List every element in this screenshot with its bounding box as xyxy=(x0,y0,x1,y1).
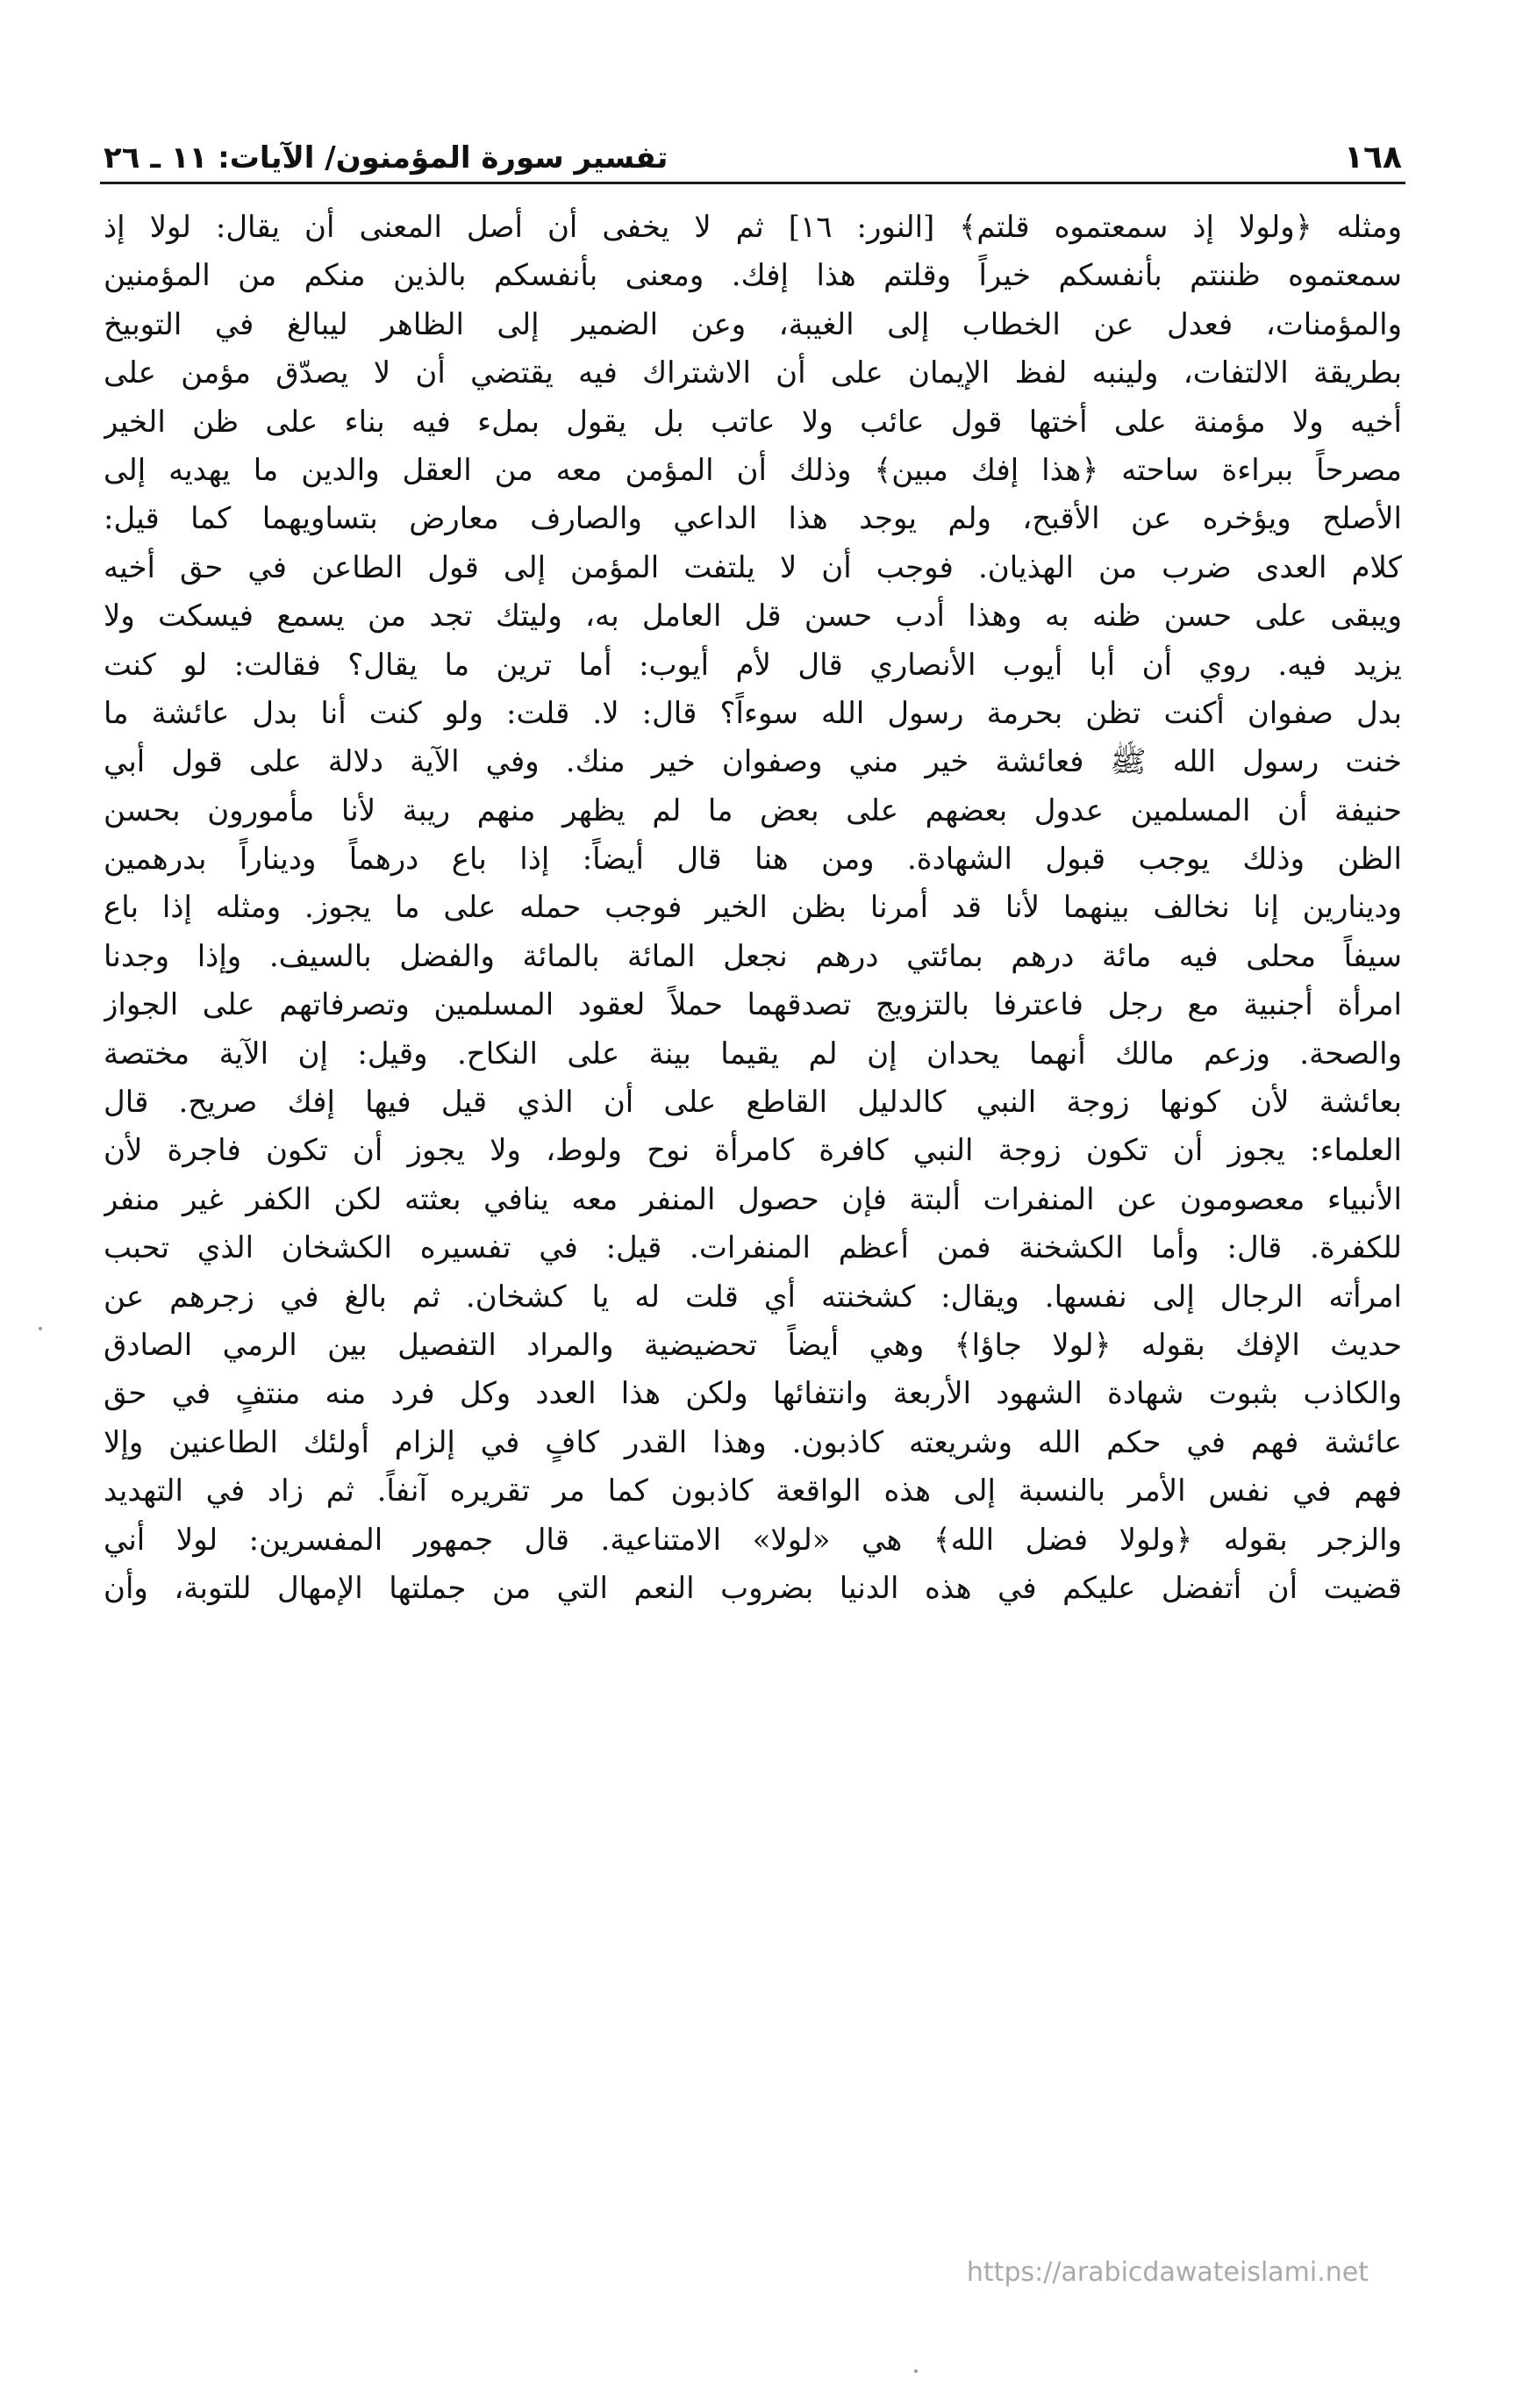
running-title: تفسير سورة المؤمنون/ الآيات: ١١ ـ ٢٦ xyxy=(104,140,669,176)
text-line: والصحة. وزعم مالك أنهما يحدان إن لم يقيما بينة على النكاح. وقيل: إن الآية مختصة xyxy=(104,1036,1402,1071)
text-line: للكفرة. قال: وأما الكشخنة فمن أعظم المنفرات. قيل: في تفسيره الكشخان الذي تحبب xyxy=(104,1230,1402,1266)
body-text xyxy=(104,204,1402,1613)
text-line: والزجر بقوله ﴿ولولا فضل الله﴾ هي «لولا» الامتناعية. قال جمهور المفسرين: لولا أني xyxy=(104,1522,1402,1558)
text-line: حديث الإفك بقوله ﴿لولا جاؤا﴾ وهي أيضاً تحضيضية والمراد التفصيل بين الرمي الصادق xyxy=(104,1327,1402,1363)
text-line: ومثله ﴿ولولا إذ سمعتموه قلتم﴾ [النور: ١٦] ثم لا يخفى أن أصل المعنى أن يقال: لولا إذ xyxy=(104,210,1402,245)
text-line: كلام العدى ضرب من الهذيان. فوجب أن لا يلتفت المؤمن إلى قول الطاعن في حق أخيه xyxy=(104,549,1402,585)
scan-speck xyxy=(39,1327,42,1330)
page-number: ١٦٨ xyxy=(1344,140,1402,176)
text-line: الأصلح ويؤخره عن الأقبح، ولم يوجد هذا الداعي والصارف معارض بتساويهما كما قيل: xyxy=(104,501,1402,537)
text-line: العلماء: يجوز أن تكون زوجة النبي كافرة كامرأة نوح ولوط، ولا يجوز أن تكون فاجرة لأن xyxy=(104,1133,1402,1169)
scan-speck xyxy=(914,2369,918,2373)
text-line: ودينارين إنا نخالف بينهما لأنا قد أمرنا بظن الخير فوجب حمله على ما يجوز. ومثله إذا باع xyxy=(104,890,1402,926)
text-line: أخيه ولا مؤمنة على أختها قول عائب ولا عاتب بل يقول بملء فيه بناء على ظن الخير xyxy=(104,404,1402,440)
header-divider xyxy=(100,182,1405,184)
text-line: سيفاً محلى فيه مائة درهم بمائتي درهم نجعل المائة بالمائة والفضل بالسيف. وإذا وجدنا xyxy=(104,938,1402,974)
text-line: يزيد فيه. روي أن أبا أيوب الأنصاري قال لأم أيوب: أما ترين ما يقال؟ فقالت: لو كنت xyxy=(104,647,1402,683)
text-line: بطريقة الالتفات، ولينبه لفظ الإيمان على أن الاشتراك فيه يقتضي أن لا يصدّق مؤمن على xyxy=(104,355,1402,391)
text-line: الأنبياء معصومون عن المنفرات ألبتة فإن حصول المنفر معه ينافي بعثته لكن الكفر غير منفر xyxy=(104,1181,1402,1217)
text-line: خنت رسول الله ﷺ فعائشة خير مني وصفوان خير منك. وفي الآية دلالة على قول أبي xyxy=(104,744,1402,780)
text-line: سمعتموه ظننتم بأنفسكم خيراً وقلتم هذا إفك. ومعنى بأنفسكم بالذين منكم من المؤمنين xyxy=(104,258,1402,294)
text-line: ويبقى على حسن ظنه به وهذا أدب حسن قل العامل به، وليتك تجد من يسمع فيسكت ولا xyxy=(104,598,1402,634)
text-line: والمؤمنات، فعدل عن الخطاب إلى الغيبة، وعن الضمير إلى الظاهر ليبالغ في التوبيخ xyxy=(104,306,1402,342)
text-line: الظن وذلك يوجب قبول الشهادة. ومن هنا قال أيضاً: إذا باع درهماً وديناراً بدرهمين xyxy=(104,842,1402,878)
text-line: بعائشة لأن كونها زوجة النبي كالدليل القاطع على أن الذي قيل فيها إفك صريح. قال xyxy=(104,1085,1402,1121)
text-line: قضيت أن أتفضل عليكم في هذه الدنيا بضروب النعم التي من جملتها الإمهال للتوبة، وأن xyxy=(104,1570,1402,1606)
text-line: بدل صفوان أكنت تظن بحرمة رسول الله سوءاً؟ قال: لا. قلت: ولو كنت أنا بدل عائشة ما xyxy=(104,695,1402,731)
text-line: حنيفة أن المسلمين عدول بعضهم على بعض ما لم يظهر منهم ريبة لأنا مأمورون بحسن xyxy=(104,792,1402,828)
text-line: مصرحاً ببراءة ساحته ﴿هذا إفك مبين﴾ وذلك أن المؤمن معه من العقل والدين ما يهديه إلى xyxy=(104,452,1402,488)
text-line: والكاذب بثبوت شهادة الشهود الأربعة وانتفائها ولكن هذا العدد وكل فرد منه منتفٍ في حق xyxy=(104,1376,1402,1412)
watermark-url: https://arabicdawateislami.net xyxy=(966,2257,1369,2288)
text-line: امرأة أجنبية مع رجل فاعترفا بالتزويج تصدقهما حملاً لعقود المسلمين وتصرفاتهم على الجواز xyxy=(104,987,1402,1023)
text-line: امرأته الرجال إلى نفسها. ويقال: كشخنته أي قلت له يا كشخان. ثم بالغ في زجرهم عن xyxy=(104,1279,1402,1315)
text-line: عائشة فهم في حكم الله وشريعته كاذبون. وهذا القدر كافٍ في إلزام أولئك الطاعنين وإلا xyxy=(104,1424,1402,1460)
page-header xyxy=(104,123,1402,176)
text-line: فهم في نفس الأمر بالنسبة إلى هذه الواقعة كاذبون كما مر تقريره آنفاً. ثم زاد في التهديد xyxy=(104,1473,1402,1509)
